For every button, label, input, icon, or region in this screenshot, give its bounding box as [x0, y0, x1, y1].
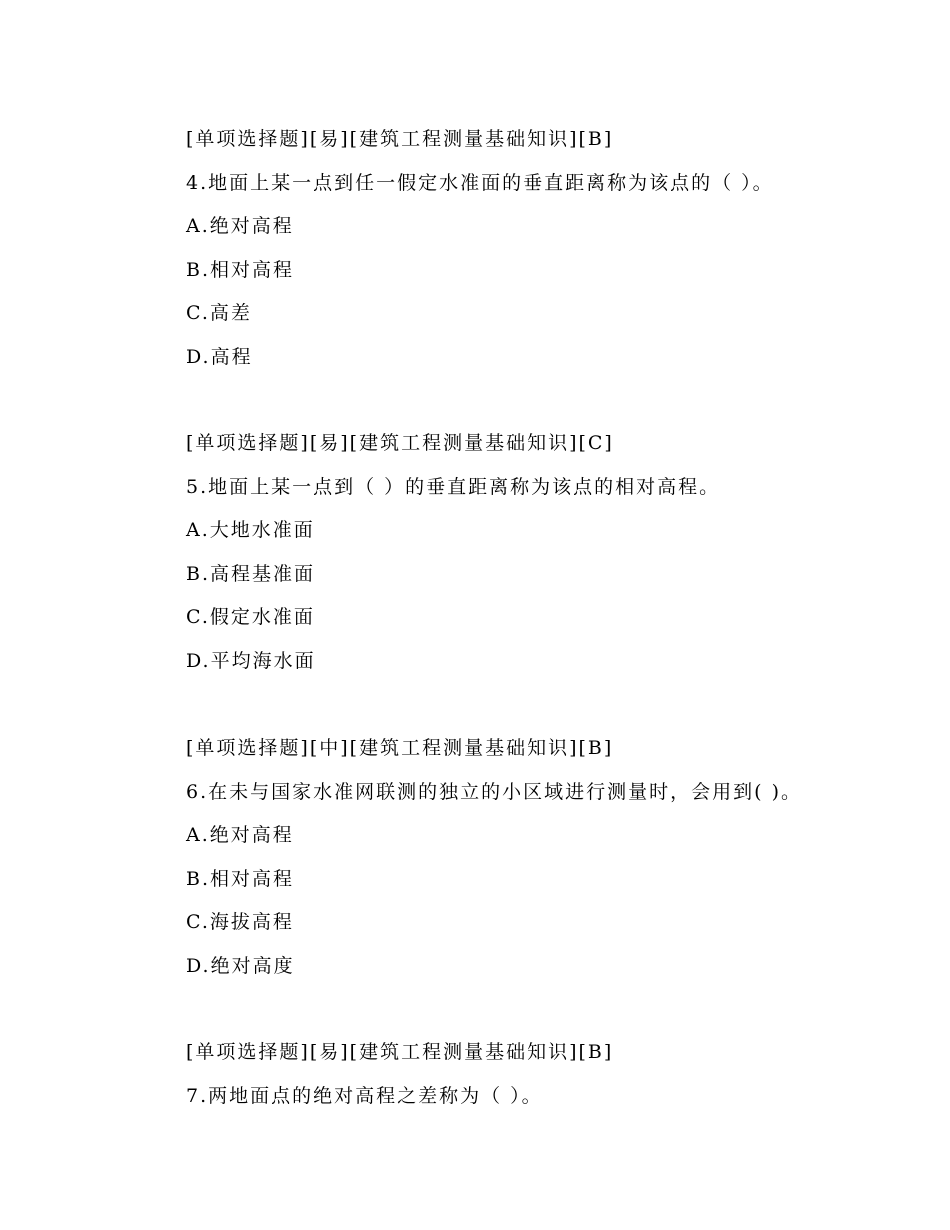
question-tag: [单项选择题][易][建筑工程测量基础知识][B]: [186, 1041, 614, 1063]
question-tag: [单项选择题][易][建筑工程测量基础知识][B]: [186, 128, 614, 150]
option-c: C.海拔高程: [186, 911, 294, 933]
question-tag: [单项选择题][易][建筑工程测量基础知识][C]: [186, 432, 614, 454]
option-c: C.假定水准面: [186, 606, 315, 628]
question-4: [186, 118, 886, 379]
question-stem: 6.在未与国家水准网联测的独立的小区域进行测量时，会用到( )。: [186, 780, 802, 803]
question-6: [186, 727, 886, 988]
question-stem: 4.地面上某一点到任一假定水准面的垂直距离称为该点的（ ）。: [186, 171, 774, 194]
option-b: B.高程基准面: [186, 562, 316, 585]
question-stem: 7.两地面点的绝对高程之差称为（ ）。: [186, 1084, 543, 1107]
question-stem: 5.地面上某一点到（ ）的垂直距离称为该点的相对高程。: [186, 475, 721, 498]
question-7: [186, 1031, 886, 1118]
option-c: C.高差: [186, 302, 252, 324]
option-d: D.平均海水面: [186, 649, 316, 672]
option-a: A.绝对高程: [186, 824, 294, 846]
option-d: D.高程: [186, 345, 253, 368]
option-b: B.相对高程: [186, 867, 295, 890]
option-d: D.绝对高度: [186, 954, 295, 977]
option-b: B.相对高程: [186, 258, 295, 281]
question-tag: [单项选择题][中][建筑工程测量基础知识][B]: [186, 737, 614, 759]
question-5: [186, 422, 886, 683]
option-a: A.大地水准面: [186, 519, 315, 541]
option-a: A.绝对高程: [186, 215, 294, 237]
